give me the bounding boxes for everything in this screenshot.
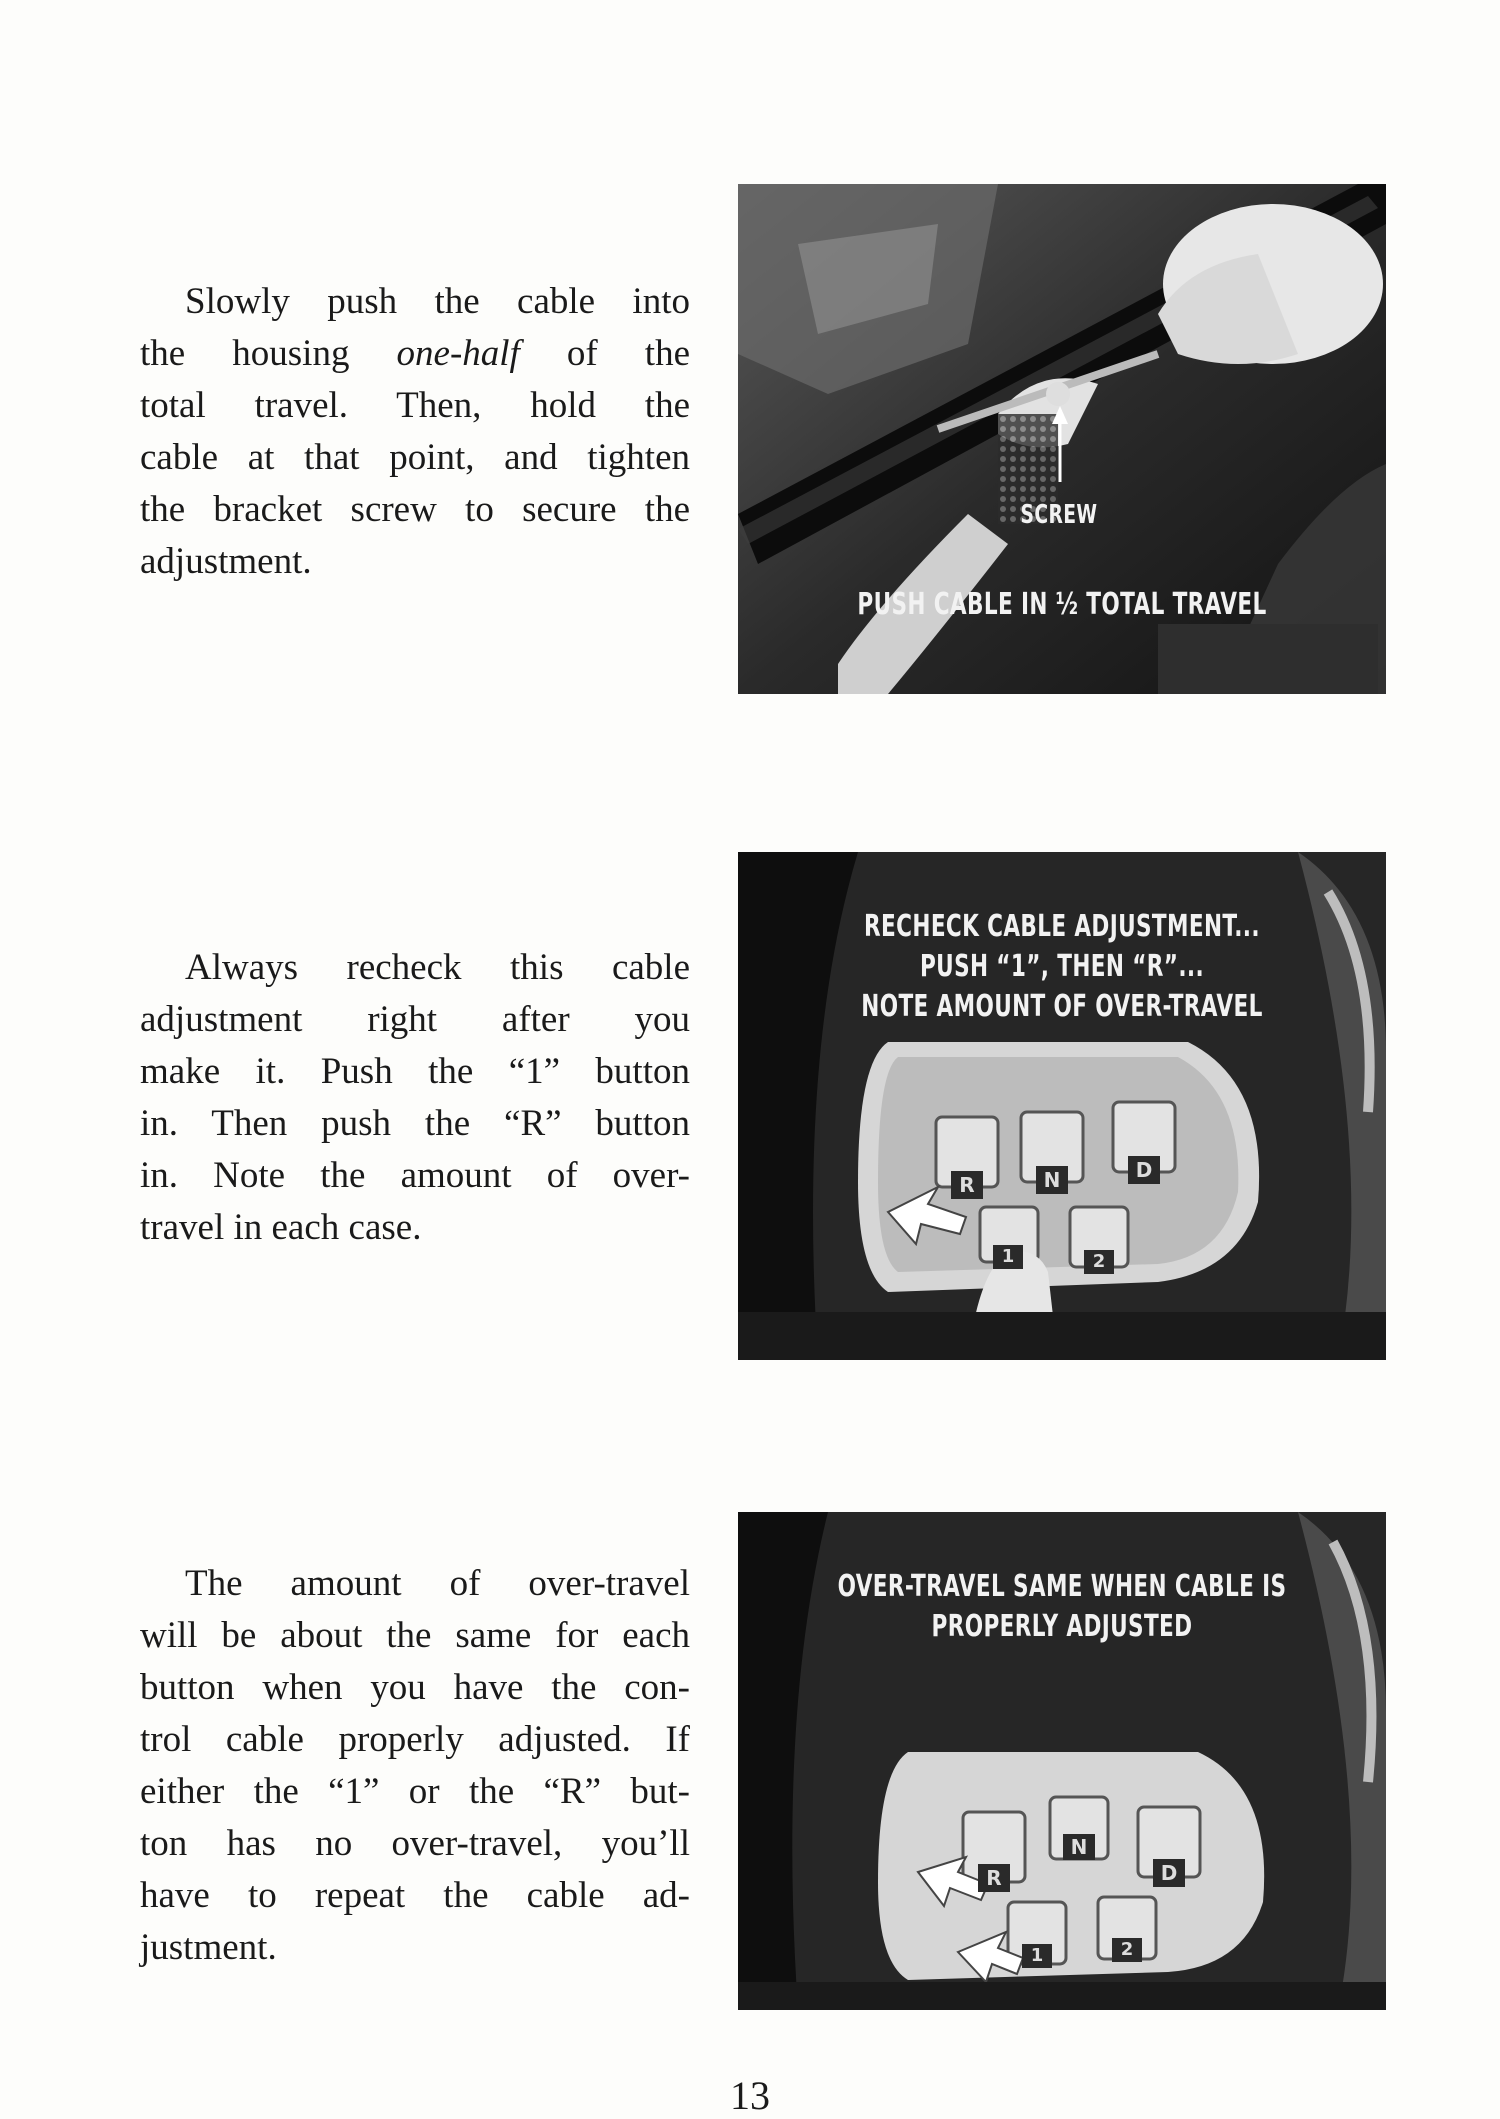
text-line: adjustment. [140, 541, 312, 582]
text-line: in. Note the amount of over- [140, 1155, 690, 1196]
text-line: the bracket screw to secure the [140, 489, 690, 530]
emphasis-one-half: one-half [396, 333, 520, 374]
button-label-r: R [951, 1171, 983, 1199]
text-line: ton has no over-travel, you’ll [140, 1823, 690, 1864]
text-line: Slowly push the cable into [185, 281, 690, 322]
text-line: button when you have the con- [140, 1667, 690, 1708]
button-label-r: R [978, 1864, 1010, 1892]
button-label-1: 1 [1022, 1944, 1052, 1968]
page-number: 13 [730, 2073, 770, 2118]
text-line: The amount of over-travel [185, 1563, 690, 1604]
photo-caption-line: PUSH “1”, THEN “R”... [919, 949, 1205, 984]
paragraph-push-cable [140, 276, 690, 588]
photo-caption-line: RECHECK CABLE ADJUSTMENT... [864, 909, 1260, 944]
text-line: total travel. Then, hold the [140, 385, 690, 426]
text-line: will be about the same for each [140, 1615, 690, 1656]
text-line: trol cable properly adjusted. If [140, 1719, 690, 1760]
text-line: Always recheck this cable [185, 947, 690, 988]
button-label-2: 2 [1112, 1938, 1142, 1962]
button-label-1: 1 [993, 1245, 1023, 1269]
photo-over-travel [738, 1512, 1386, 2010]
button-label-n: N [1063, 1834, 1095, 1860]
label-screw: SCREW [1020, 500, 1098, 530]
button-label-n: N [1036, 1166, 1068, 1194]
text-line: adjustment right after you [140, 999, 690, 1040]
text-line: the housing one-half of the [140, 333, 691, 374]
photo-caption-line: NOTE AMOUNT OF OVER-TRAVEL [861, 989, 1263, 1024]
text-line: either the “1” or the “R” but- [140, 1771, 690, 1812]
photo-caption: PUSH CABLE IN ½ TOTAL TRAVEL [857, 587, 1267, 622]
paragraph-recheck [140, 942, 690, 1254]
photo-caption-line: PROPERLY ADJUSTED [931, 1609, 1193, 1644]
text-line: have to repeat the cable ad- [140, 1875, 690, 1916]
text-line: cable at that point, and tighten [140, 437, 690, 478]
photo-cable-housing [738, 184, 1386, 694]
button-label-d: D [1128, 1156, 1160, 1184]
photo-recheck-buttons [738, 852, 1386, 1360]
button-label-2: 2 [1084, 1250, 1114, 1274]
paragraph-over-travel [140, 1558, 690, 1974]
text-line: make it. Push the “1” button [140, 1051, 690, 1092]
photo-caption-line: OVER-TRAVEL SAME WHEN CABLE IS [837, 1569, 1287, 1604]
text-line: travel in each case. [140, 1207, 422, 1248]
text-line: in. Then push the “R” button [140, 1103, 690, 1144]
text-line: justment. [140, 1927, 277, 1968]
button-label-d: D [1153, 1859, 1185, 1887]
